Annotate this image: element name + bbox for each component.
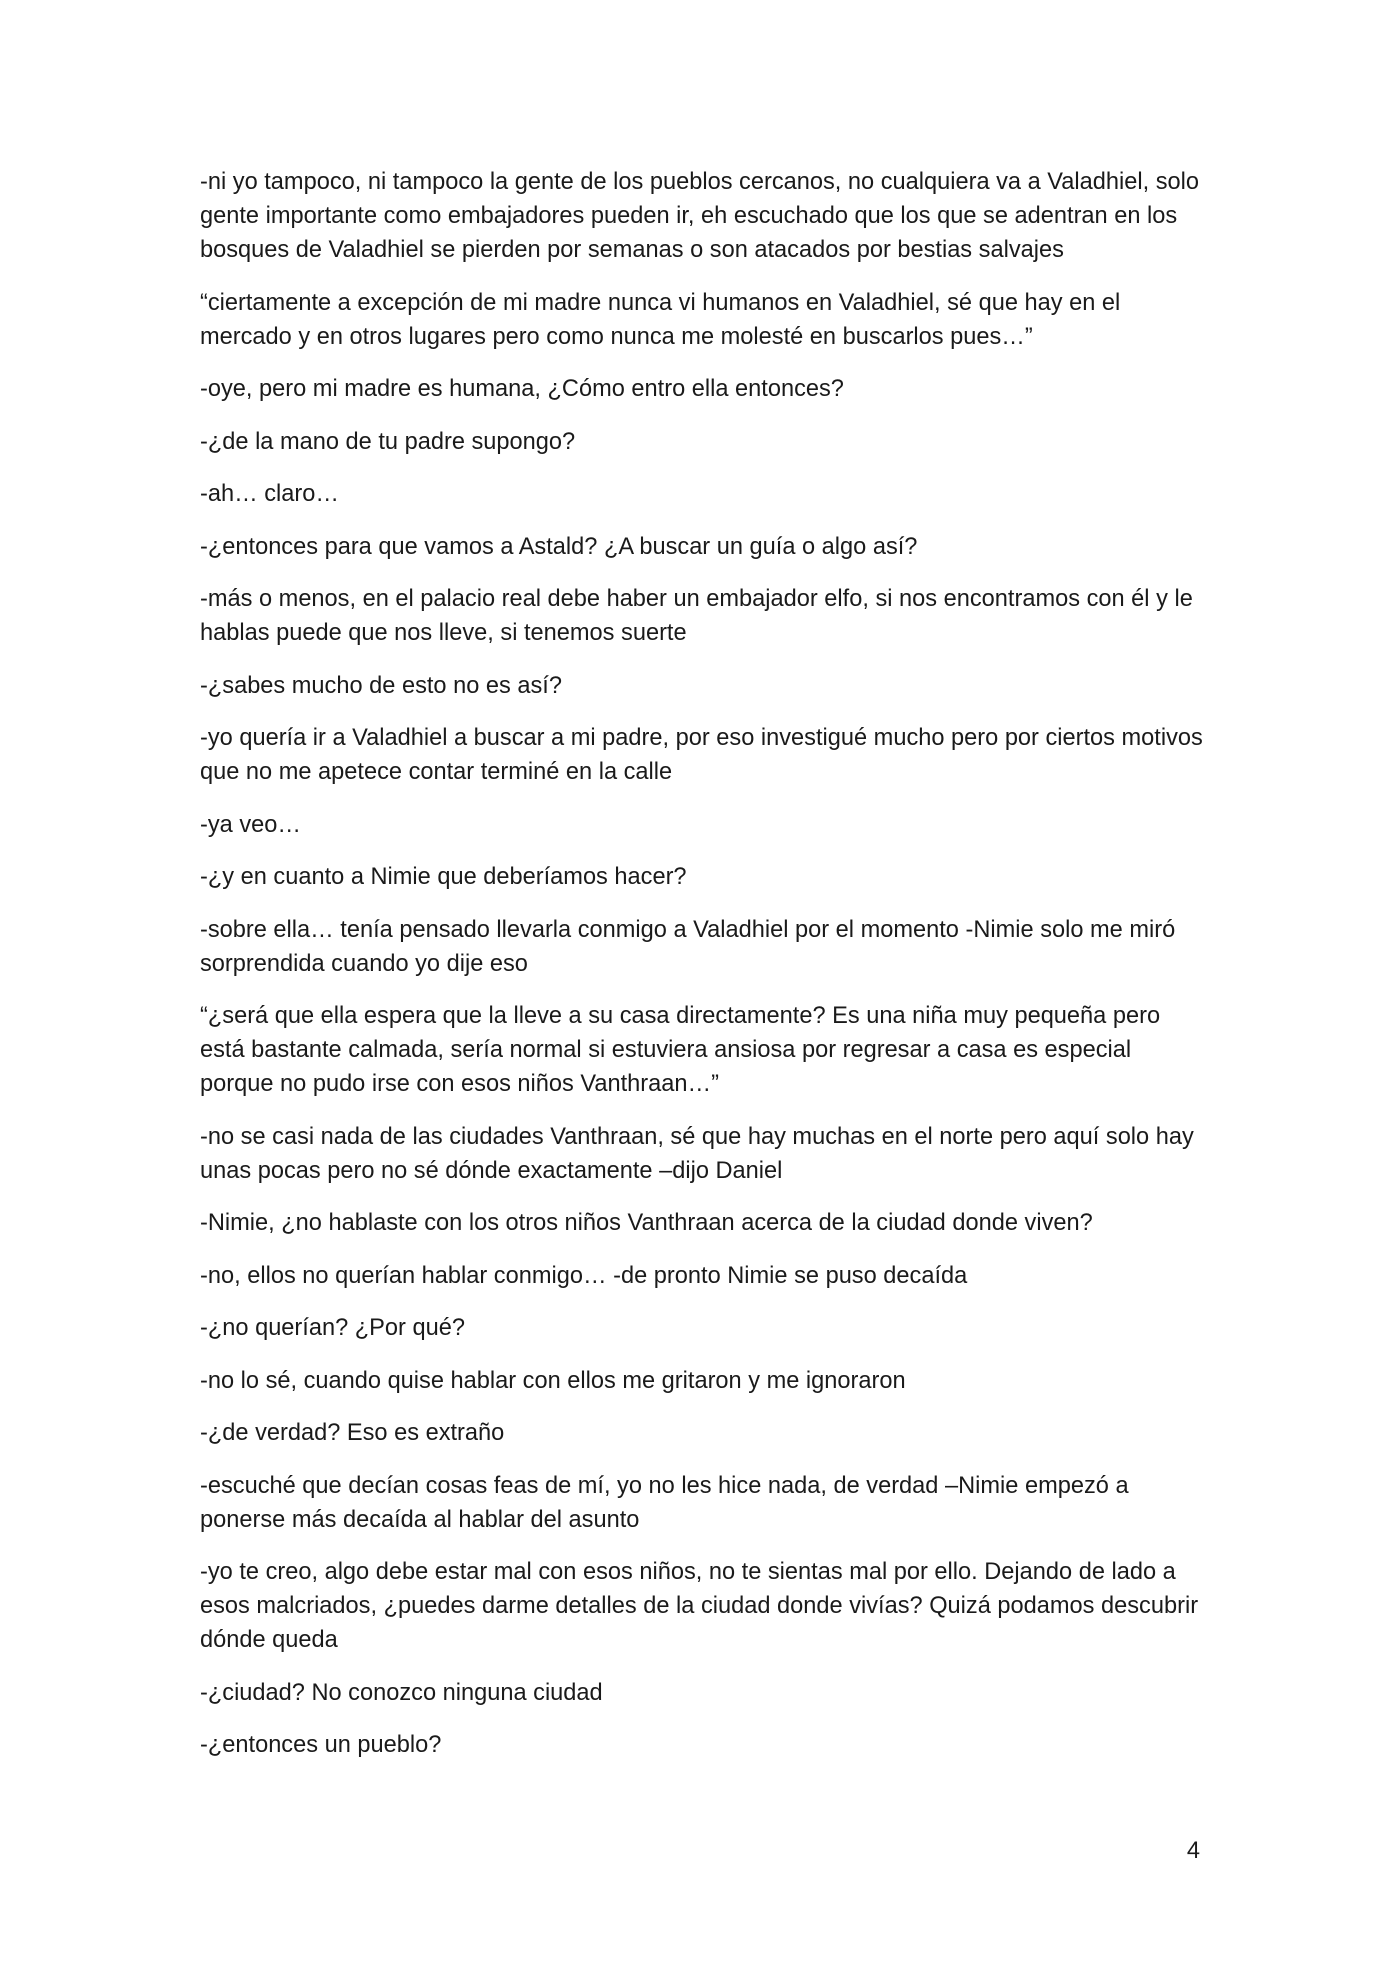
paragraph: -no se casi nada de las ciudades Vanthraan, sé que hay muchas en el norte pero aquí solo hay unas pocas pero no sé dónde exactamente –dijo Daniel [200,1123,1194,1184]
paragraph: -ah… claro… [200,481,339,507]
paragraph: -no, ellos no querían hablar conmigo… -de pronto Nimie se puso decaída [200,1262,968,1289]
paragraph: -¿y en cuanto a Nimie que deberíamos hacer? [200,864,687,890]
paragraph: -escuché que decían cosas feas de mí, yo no les hice nada, de verdad –Nimie empezó a ponerse más decaída al hablar del asunto [200,1472,1129,1533]
paragraph: -¿entonces un pueblo? [200,1732,442,1758]
paragraph: -no lo sé, cuando quise hablar con ellos me gritaron y me ignoraron [200,1367,906,1394]
paragraph: -Nimie, ¿no hablaste con los otros niños Vanthraan acerca de la ciudad donde viven? [200,1210,1093,1236]
paragraph: -ya veo… [200,811,301,838]
page-number: 4 [1186,1838,1200,1864]
paragraph: -más o menos, en el palacio real debe haber un embajador elfo, si nos encontramos con él y le hablas puede que nos lleve, si tenemos suerte [200,586,1193,646]
paragraph: -¿sabes mucho de esto no es así? [200,672,562,699]
body-text [200,165,1210,1781]
paragraph: -yo te creo, algo debe estar mal con esos niños, no te sientas mal por ello. Dejando de lado a esos malcriados, ¿puedes darme detalles de la ciudad donde vivías? Quizá podamos descubrir dónde queda [200,1559,1199,1653]
paragraph: -¿ciudad? No conozco ninguna ciudad [200,1679,603,1706]
paragraph: -¿entonces para que vamos a Astald? ¿A buscar un guía o algo así? [200,533,918,560]
paragraph: -yo quería ir a Valadhiel a buscar a mi padre, por eso investigué mucho pero por ciertos motivos que no me apetece contar terminé en la calle [200,725,1203,785]
paragraph: -ni yo tampoco, ni tampoco la gente de los pueblos cercanos, no cualquiera va a Valadhiel, solo gente importante como embajadores pueden ir, eh escuchado que los que se adentran en los bosques de Valadhiel se pierden por semanas o son atacados por bestias salvajes [200,169,1199,263]
paragraph: -¿no querían? ¿Por qué? [200,1315,465,1341]
paragraph: -¿de la mano de tu padre supongo? [200,428,576,455]
paragraph: “¿será que ella espera que la lleve a su casa directamente? Es una niña muy pequeña pero está bastante calmada, sería normal si estuviera ansiosa por regresar a casa es especial porque no pudo irse con esos niños Vanthraan…” [200,1003,1161,1097]
paragraph: -sobre ella… tenía pensado llevarla conmigo a Valadhiel por el momento -Nimie solo me miró sorprendida cuando yo dije eso [200,916,1176,977]
paragraph: “ciertamente a excepción de mi madre nunca vi humanos en Valadhiel, sé que hay en el mercado y en otros lugares pero como nunca me molesté en buscarlos pues…” [200,289,1121,350]
paragraph: -¿de verdad? Eso es extraño [200,1420,505,1446]
paragraph: -oye, pero mi madre es humana, ¿Cómo entro ella entonces? [200,376,844,402]
